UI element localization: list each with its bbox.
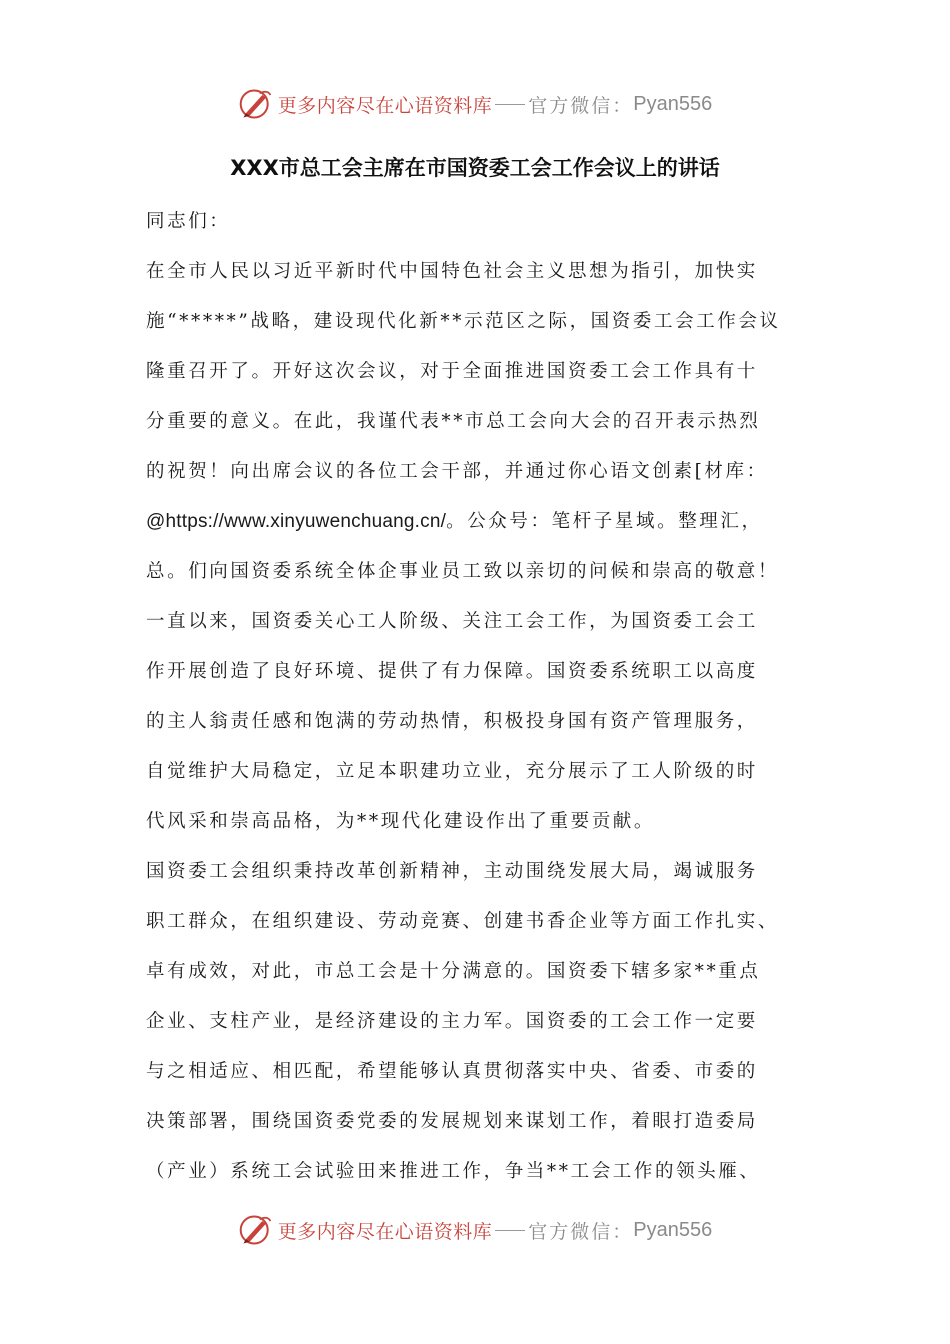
text-line-url xyxy=(146,497,806,547)
text-line: 自觉维护大局稳定，立足本职建功立业，充分展示了工人阶级的时 xyxy=(146,761,758,782)
salutation: 同志们： xyxy=(146,211,231,232)
banner-text: 更多内容尽在心语资料库 xyxy=(277,94,493,117)
document-title: XXX市总工会主席在市国资委工会工作会议上的讲话 xyxy=(230,156,720,180)
text-line: 隆重召开了。开好这次会议，对于全面推进国资委工会工作具有十 xyxy=(146,361,758,382)
banner-text: 更多内容尽在心语资料库 xyxy=(277,1220,493,1243)
text-line-url-rest: 。公众号：笔杆子星域。整理汇， xyxy=(446,511,763,532)
banner-label: 官方微信： xyxy=(528,94,634,117)
text-line: 代风采和崇高品格，为**现代化建设作出了重要贡献。 xyxy=(146,811,656,832)
text-line: 作开展创造了良好环境、提供了有力保障。国资委系统职工以高度 xyxy=(146,661,758,682)
pen-logo-icon xyxy=(238,86,274,122)
banner-wechat-id: Pyan556 xyxy=(633,1218,713,1241)
text-line: 决策部署，围绕国资委党委的发展规划来谋划工作，着眼打造委局 xyxy=(146,1111,758,1132)
text-line: 企业、支柱产业，是经济建设的主力军。国资委的工会工作一定要 xyxy=(146,1011,758,1032)
banner-wechat-id: Pyan556 xyxy=(633,92,713,115)
footer-banner xyxy=(0,1208,950,1252)
text-line: 国资委工会组织秉持改革创新精神，主动围绕发展大局，竭诚服务 xyxy=(146,861,758,882)
banner-label: 官方微信： xyxy=(528,1220,634,1243)
header-banner xyxy=(0,82,950,126)
text-line: 的祝贺！向出席会议的各位工会干部，并通过你心语文创素[材库： xyxy=(146,461,768,482)
text-line: （产业）系统工会试验田来推进工作，争当**工会工作的领头雁、 xyxy=(146,1161,761,1182)
text-line: 职工群众，在组织建设、劳动竞赛、创建书香企业等方面工作扎实、 xyxy=(146,911,780,932)
text-line: 与之相适应、相匹配，希望能够认真贯彻落实中央、省委、市委的 xyxy=(146,1061,758,1082)
pen-logo-icon xyxy=(238,1212,274,1248)
text-line: 的主人翁责任感和饱满的劳动热情，积极投身国有资产管理服务， xyxy=(146,711,758,732)
text-line: 总。们向国资委系统全体企事业员工致以亲切的问候和崇高的敬意！ xyxy=(146,561,780,582)
text-line: 一直以来，国资委关心工人阶级、关注工会工作，为国资委工会工 xyxy=(146,611,758,632)
document-body xyxy=(146,197,806,1197)
text-line: 卓有成效，对此，市总工会是十分满意的。国资委下辖多家**重点 xyxy=(146,961,761,982)
website-link[interactable]: @https://www.xinyuwenchuang.cn/ xyxy=(146,511,447,532)
banner-dash xyxy=(495,1230,525,1231)
text-line: 施“*****”战略，建设现代化新**示范区之际，国资委工会工作会议 xyxy=(146,311,781,332)
text-line: 在全市人民以习近平新时代中国特色社会主义思想为指引，加快实 xyxy=(146,261,758,282)
text-line: 分重要的意义。在此，我谨代表**市总工会向大会的召开表示热烈 xyxy=(146,411,761,432)
banner-dash xyxy=(495,104,525,105)
